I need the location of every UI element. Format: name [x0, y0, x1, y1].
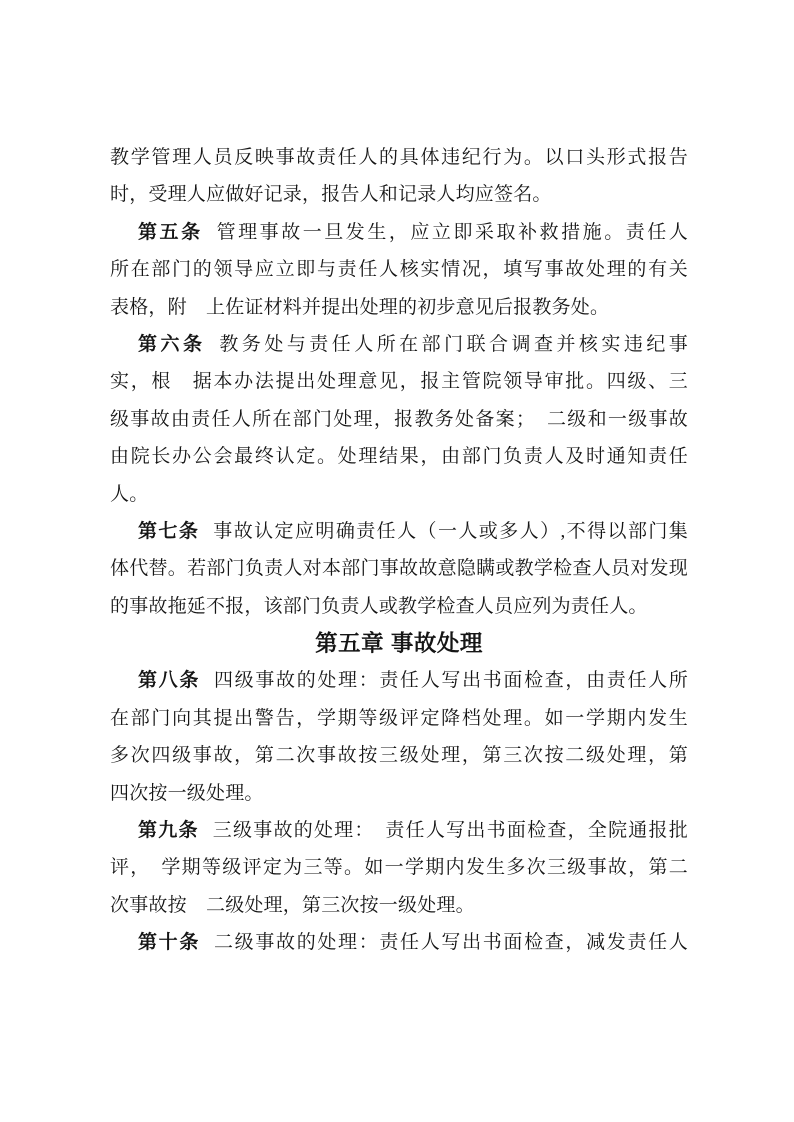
text-line — [110, 924, 688, 961]
line-text: 的事故拖延不报，该部门负责人或教学检查人员应列为责任人。 — [110, 595, 648, 617]
line-text: 评， 学期等级评定为三等。如一学期内发生多次三级事故，第二 — [110, 857, 688, 879]
line-text: 二级事故的处理：责任人写出书面检查，减发责任人 — [214, 932, 688, 954]
text-line — [110, 513, 688, 550]
chapter-heading-text: 第五章 事故处理 — [315, 631, 483, 657]
text-line — [110, 887, 688, 924]
text-line — [110, 139, 688, 176]
article-number: 第七条 — [138, 520, 200, 542]
line-text: 实，根 据本办法提出处理意见，报主管院领导审批。四级、三 — [110, 371, 688, 393]
text-line — [110, 363, 688, 400]
line-text: 教务处与责任人所在部门联合调查并核实违纪事 — [219, 333, 688, 355]
article-number: 第六条 — [138, 333, 206, 355]
line-text: 四级事故的处理：责任人写出书面检查，由责任人所 — [214, 670, 688, 692]
line-text: 级事故由责任人所在部门处理，报教务处备案； 二级和一级事故 — [110, 408, 688, 430]
text-line — [110, 476, 688, 513]
article-number: 第九条 — [138, 820, 199, 842]
line-text: 由院长办公会最终认定。处理结果，由部门负责人及时通知责任 — [110, 446, 688, 468]
line-text: 表格，附 上佐证材料并提出处理的初步意见后报教务处。 — [110, 296, 610, 318]
line-text: 在部门向其提出警告，学期等级评定降档处理。如一学期内发生 — [110, 707, 688, 729]
line-text: 时，受理人应做好记录，报告人和记录人均应签名。 — [110, 184, 552, 206]
text-line — [110, 737, 688, 774]
text-line — [110, 849, 688, 886]
line-text: 四次按一级处理。 — [110, 782, 264, 804]
text-block — [110, 139, 688, 962]
line-text: 次事故按 二级处理，第三次按一级处理。 — [110, 894, 475, 916]
text-line — [110, 775, 688, 812]
line-text: 人。 — [110, 483, 149, 505]
text-line — [110, 588, 688, 625]
text-line — [110, 662, 688, 699]
text-line — [110, 700, 688, 737]
text-line — [110, 550, 688, 587]
line-text: 事故认定应明确责任人（一人或多人）,不得以部门集 — [213, 520, 688, 542]
line-text: 所在部门的领导应立即与责任人核实情况，填写事故处理的有关 — [110, 259, 688, 281]
text-line — [110, 251, 688, 288]
article-number: 第八条 — [138, 670, 201, 692]
chapter-heading — [110, 625, 688, 662]
article-number: 第五条 — [138, 221, 203, 243]
text-line — [110, 214, 688, 251]
text-line — [110, 401, 688, 438]
line-text: 体代替。若部门负责人对本部门事故故意隐瞒或教学检查人员对发现 — [110, 558, 688, 580]
text-line — [110, 289, 688, 326]
line-text: 教学管理人员反映事故责任人的具体违纪行为。以口头形式报告 — [110, 147, 688, 168]
text-line — [110, 812, 688, 849]
text-line — [110, 326, 688, 363]
line-text: 多次四级事故，第二次事故按三级处理，第三次按二级处理，第 — [110, 745, 688, 767]
line-text: 管理事故一旦发生，应立即采取补救措施。责任人 — [216, 221, 688, 243]
line-text: 三级事故的处理： 责任人写出书面检查，全院通报批 — [212, 820, 688, 842]
text-line — [110, 176, 688, 213]
text-line — [110, 438, 688, 475]
article-number: 第十条 — [138, 932, 201, 954]
